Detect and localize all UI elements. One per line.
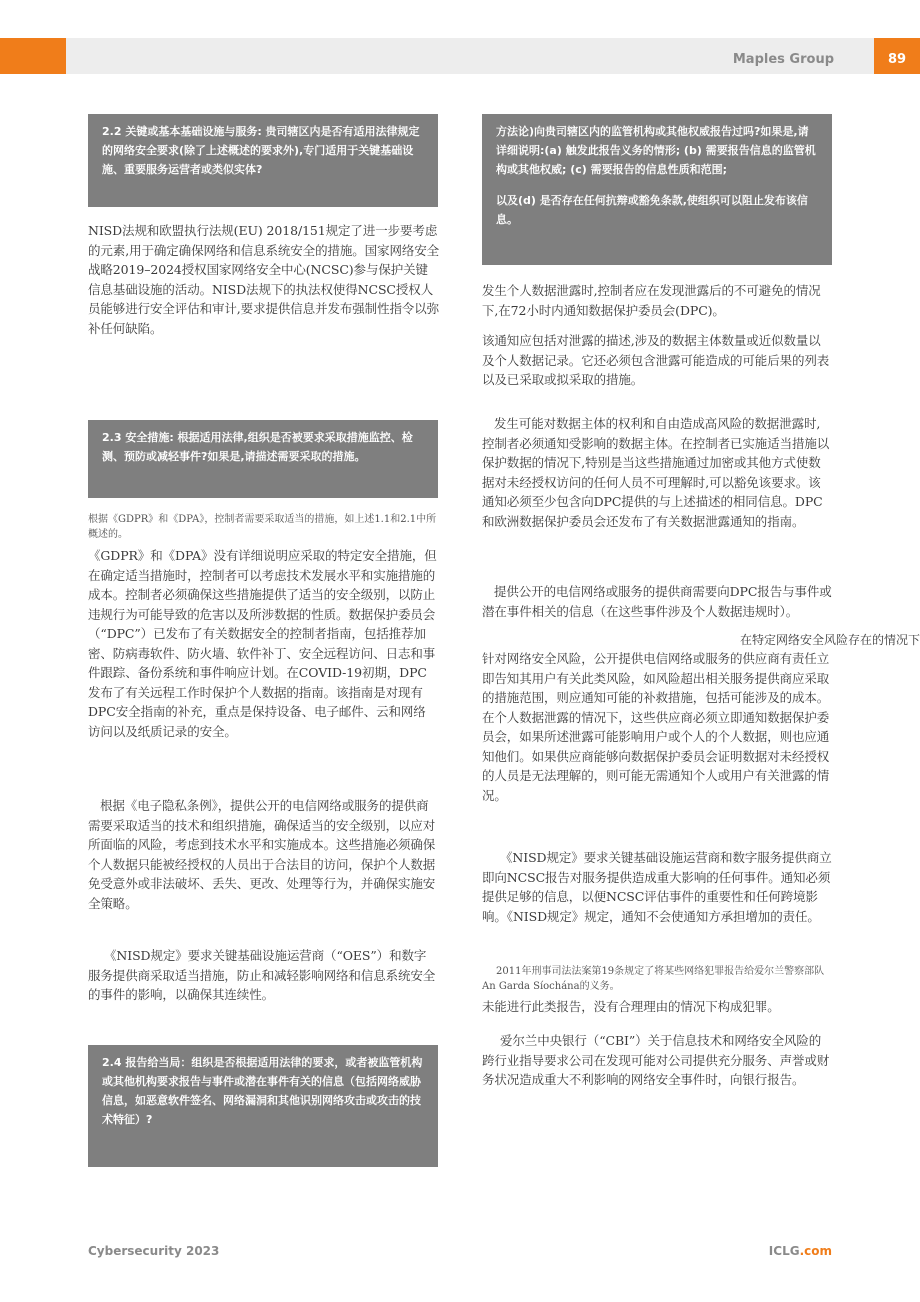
- footer-site-logo: [769, 1244, 832, 1258]
- page-number: 89: [874, 38, 920, 74]
- paragraph-notification-content: 该通知应包括对泄露的描述,涉及的数据主体数量或近似数量以及个人数据记录。它还必须包含泄露可能造成的可能后果的列表以及已采取或拟采取的措施。: [482, 333, 830, 387]
- paragraph-offence: 未能进行此类报告，没有合理理由的情况下构成犯罪。: [482, 999, 780, 1014]
- note-gdpr-dpa: 根据《GDPR》和《DPA》，控制者需要采取适当的措施，如上述1.1和2.1中所概述的。: [88, 514, 437, 540]
- paragraph-gdpr-security: 《GDPR》和《DPA》没有详细说明应采取的特定安全措施，但在确定适当措施时，控制者可以考虑技术发展水平和实施措施的成本。控制者必须确保这些措施提供了适当的安全级别，以防止违规行为可能导致的危害以及所涉数据的性质。数据保护委员会（“DPC”）已发布了有关数据安全的控制者指南，包括推荐加密、防病毒软件、防火墙、软件补丁、安全远程访问、日志和事件跟踪、备份系统和事件响应计划。在COVID-19初期，DPC发布了有关远程工作时保护个人数据的指南。该指南是对现有DPC安全指南的补充，重点是保持设备、电子邮件、云和网络访问以及纸质记录的安全。: [88, 548, 437, 739]
- question-continued-part-2: 以及(d) 是否存在任何抗辩或豁免条款,使组织可以阻止发布该信息。: [496, 194, 808, 226]
- overflow-heading-line: 在特定网络安全风险存在的情况下: [740, 633, 920, 647]
- question-box-2-2: [88, 114, 438, 207]
- question-continued-part-1: 方法论)向贵司辖区内的监管机构或其他权威报告过吗?如果是,请详细说明:(a) 触发此报告义务的情形; (b) 需要报告信息的监管机构或其他权威; (c) 需要报告的信息性质和范围;: [496, 125, 816, 176]
- question-box-continued: [482, 114, 832, 265]
- footer-publication: Cybersecurity 2023: [88, 1244, 220, 1258]
- question-2-4: 2.4 报告给当局：组织是否根据适用法律的要求，或者被监管机构或其他机构要求报告与事件或潜在事件有关的信息（包括网络威胁信息，如恶意软件签名、网络漏洞和其他识别网络攻击或攻击的技术特征）?: [102, 1056, 423, 1126]
- question-box-2-4: [88, 1045, 438, 1167]
- paragraph-telecom-dpc: 提供公开的电信网络或服务的提供商需要向DPC报告与事件或潜在事件相关的信息（在这些事件涉及个人数据违规时）。: [482, 584, 832, 619]
- note-criminal-justice-act: 2011年刑事司法法案第19条规定了将某些网络犯罪报告给爱尔兰警察部队An Garda Síochána的义务。: [482, 966, 825, 992]
- paragraph-data-subject-notice: 发生可能对数据主体的权利和自由造成高风险的数据泄露时,控制者必须通知受影响的数据主体。在控制者已实施适当措施以保护数据的情况下,特别是当这些措施通过加密或其他方式使数据对未经授权访问的任何人员不可理解时,可以豁免该要求。该通知必须至少包含向DPC提供的与上述描述的相同信息。DPC和欧洲数据保护委员会还发布了有关数据泄露通知的指南。: [482, 416, 830, 529]
- question-2-3: 2.3 安全措施: 根据适用法律,组织是否被要求采取措施监控、检测、预防或减轻事件?如果是,请描述需要采取的措施。: [102, 431, 413, 463]
- paragraph-breach-72h: 发生个人数据泄露时,控制者应在发现泄露后的不可避免的情况下,在72小时内通知数据保护委员会(DPC)。: [482, 283, 821, 318]
- question-2-2: 2.2 关键或基本基础设施与服务: 贵司辖区内是否有适用法律规定的网络安全要求(除了上述概述的要求外),专门适用于关键基础设施、重要服务运营者或类似实体?: [102, 125, 420, 176]
- header-brand: Maples Group: [732, 52, 834, 67]
- footer-site-tld: .com: [799, 1244, 832, 1258]
- paragraph-nisd-oes: 《NISD规定》要求关键基础设施运营商（“OES”）和数字服务提供商采取适当措施，防止和减轻影响网络和信息系统安全的事件的影响，以确保其连续性。: [88, 948, 436, 1002]
- paragraph-nisd-reporting: 《NISD规定》要求关键基础设施运营商和数字服务提供商立即向NCSC报告对服务提供造成重大影响的任何事件。通知必须提供足够的信息，以便NCSC评估事件的重要性和任何跨境影响。《NISD规定》规定，通知不会使通知方承担增加的责任。: [482, 850, 832, 924]
- header-accent-block: [0, 38, 66, 74]
- paragraph-telecom-risk: 针对网络安全风险，公开提供电信网络或服务的供应商有责任立即告知其用户有关此类风险，如风险超出相关服务提供商应采取的措施范围，则应通知可能的补救措施，包括可能涉及的成本。在个人数据泄露的情况下，这些供应商必须立即通知数据保护委员会，如果所述泄露可能影响用户或个人的个人数据，则也应通知他们。如果供应商能够向数据保护委员会证明数据对未经授权的人员是无法理解的，则可能无需通知个人或用户有关泄露的情况。: [482, 651, 830, 803]
- paragraph-cbi-guidance: 爱尔兰中央银行（“CBI”）关于信息技术和网络安全风险的跨行业指导要求公司在发现可能对公司提供充分服务、声誉或财务状况造成重大不利影响的网络安全事件时，向银行报告。: [482, 1033, 830, 1087]
- paragraph-eprivacy: 根据《电子隐私条例》，提供公开的电信网络或服务的提供商需要采取适当的技术和组织措施，确保适当的安全级别，以应对所面临的风险，考虑到技术水平和实施成本。这些措施必须确保个人数据只能被经授权的人员出于合法目的访问，保护个人数据免受意外或非法破坏、丢失、更改、处理等行为，并确保实施安全策略。: [88, 798, 436, 911]
- footer-site-name: ICLG: [768, 1244, 800, 1258]
- question-box-2-3: [88, 420, 438, 498]
- paragraph-nisd-measures: NISD法规和欧盟执行法规(EU) 2018/151规定了进一步要考虑的元素,用于确定确保网络和信息系统安全的措施。国家网络安全战略2019–2024授权国家网络安全中心(NCSC)参与保护关键信息基础设施的活动。NISD法规下的执法权使得NCSC授权人员能够进行安全评估和审计,要求提供信息并发布强制性指令以弥补任何缺陷。: [88, 223, 440, 336]
